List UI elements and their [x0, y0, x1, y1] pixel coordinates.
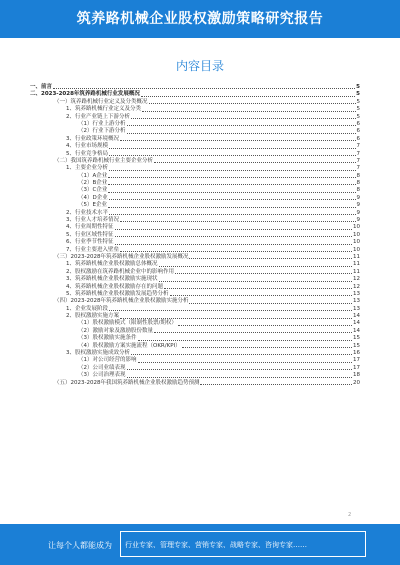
toc-entry-label: 2、股权激励在筑养路机械企业中的影响作用 — [66, 268, 175, 275]
toc-entry-page: 14 — [353, 313, 360, 320]
toc-leader-dots — [120, 251, 352, 252]
toc-leader-dots — [131, 354, 352, 355]
toc-entry-label: 4、筑养路机械企业股权激励存在的问题 — [66, 283, 164, 290]
footer-slogan-left: 让每个人都能成为 — [48, 541, 112, 550]
toc-entry-label: （3）公司治理表现 — [78, 372, 126, 379]
footer-slogan-right: 行业专家、管理专家、营销专家、战略专家、咨询专家…… — [125, 541, 307, 549]
toc-entry-label: （4）股权激励方案实施流程（OKR/KPI） — [78, 342, 181, 349]
toc-entry-page: 10 — [353, 231, 360, 238]
toc-entry-page: 14 — [353, 320, 360, 327]
toc-leader-dots — [108, 192, 355, 193]
toc-entry-label: （2）公司业绩表现 — [78, 364, 126, 371]
toc-entry-label: 5、行业区域性特征 — [66, 231, 114, 238]
toc-entry-page: 11 — [353, 261, 360, 268]
toc-entry-label: （二）我国筑养路机械行业主要企业分析 — [54, 157, 154, 164]
toc-entry-label: （1）股权激励模式（限制性股票/期权） — [78, 320, 177, 327]
toc-entry-page: 5 — [356, 113, 360, 120]
toc-leader-dots — [159, 281, 352, 282]
toc-entry-label: 6、行业季节性特征 — [66, 239, 114, 246]
toc-leader-dots — [170, 295, 352, 296]
toc-entry[interactable] — [30, 114, 360, 121]
toc-leader-dots — [127, 133, 356, 134]
toc-leader-dots — [120, 140, 356, 141]
toc-entry-label: （三）2023-2028年筑养路机械企业股权激励发展概况 — [54, 253, 189, 260]
toc-leader-dots — [164, 288, 352, 289]
toc-entry-page: 5 — [356, 91, 360, 98]
toc-entry-page: 5 — [356, 83, 360, 90]
toc-entry-label: （一）筑养路机械行业定义及分类概况 — [54, 98, 148, 105]
toc-entry-page: 11 — [353, 253, 360, 260]
toc-leader-dots — [53, 88, 355, 89]
toc-entry-label: 1、筑养路机械企业股权激励总体概况 — [66, 261, 158, 268]
toc-entry[interactable] — [30, 380, 360, 387]
toc-entry-page: 15 — [353, 335, 360, 342]
toc-entry-label: 4、行业市场规模 — [66, 143, 108, 150]
toc-entry-label: （四）2023-2028年筑养路机械企业股权激励实施分析 — [54, 298, 189, 305]
toc-entry-page: 5 — [356, 98, 360, 105]
toc-entry-label: （4）D企业 — [78, 194, 108, 201]
toc-entry-page: 10 — [353, 224, 360, 231]
toc-entry-page: 6 — [356, 128, 360, 135]
toc-entry-label: 1、筑养路机械行业定义及分类 — [66, 106, 142, 113]
toc-leader-dots — [138, 340, 352, 341]
toc-entry-label: 1、企业发展阶段 — [66, 305, 108, 312]
toc-entry[interactable] — [30, 343, 360, 350]
toc-entry[interactable] — [30, 173, 360, 180]
toc-entry-page: 11 — [353, 268, 360, 275]
toc-entry[interactable] — [30, 91, 360, 98]
toc-entry[interactable] — [30, 187, 360, 194]
toc-entry[interactable] — [30, 143, 360, 150]
toc-entry-page: 9 — [356, 202, 360, 209]
toc-entry-label: 5、筑养路机械企业股权激励发展趋势分析 — [66, 290, 169, 297]
toc-heading: 内容目录 — [175, 59, 224, 73]
toc-leader-dots — [154, 332, 352, 333]
toc-entry-page: 8 — [356, 180, 360, 187]
toc-entry-page: 17 — [353, 357, 360, 364]
toc-leader-dots — [115, 244, 353, 245]
toc-entry-label: （五）2023-2028年我国筑养路机械企业股权激励趋势预测 — [54, 379, 200, 386]
toc-entry-label: （2）激励对象及激励股份数量 — [78, 327, 154, 334]
toc-entry-page: 9 — [356, 194, 360, 201]
toc-leader-dots — [127, 369, 353, 370]
toc-entry-label: （5）E企业 — [78, 202, 107, 209]
toc-entry-label: （3）C企业 — [78, 187, 108, 194]
toc-entry-page: 8 — [356, 187, 360, 194]
table-of-contents — [30, 84, 360, 387]
toc-entry[interactable] — [30, 202, 360, 209]
toc-leader-dots — [108, 177, 355, 178]
toc-leader-dots — [178, 325, 352, 326]
toc-entry-label: （1）对公司经营的影响 — [78, 357, 137, 364]
toc-leader-dots — [154, 162, 355, 163]
toc-entry[interactable] — [30, 321, 360, 328]
toc-entry-label: 3、股权激励实施成效分析 — [66, 350, 131, 357]
toc-entry[interactable] — [30, 165, 360, 172]
toc-leader-dots — [120, 318, 352, 319]
toc-entry-label: （2）行业下游分析 — [78, 128, 126, 135]
toc-leader-dots — [109, 155, 356, 156]
toc-entry[interactable] — [30, 210, 360, 217]
toc-entry-page: 8 — [356, 172, 360, 179]
toc-entry-page: 6 — [356, 120, 360, 127]
toc-entry-label: 1、主要企业分析 — [66, 165, 108, 172]
toc-leader-dots — [109, 310, 352, 311]
toc-leader-dots — [149, 103, 356, 104]
toc-entry-label: 3、筑养路机械企业股权激励实施现状 — [66, 276, 158, 283]
toc-leader-dots — [182, 347, 352, 348]
toc-entry-page: 10 — [353, 239, 360, 246]
toc-leader-dots — [138, 362, 352, 363]
toc-leader-dots — [175, 273, 352, 274]
toc-entry-page: 9 — [356, 209, 360, 216]
toc-leader-dots — [127, 377, 353, 378]
toc-leader-dots — [120, 221, 356, 222]
toc-entry[interactable] — [30, 372, 360, 379]
toc-entry-label: 7、行业主要进入壁垒 — [66, 246, 119, 253]
toc-entry-page: 13 — [353, 298, 360, 305]
toc-entry-page: 6 — [356, 135, 360, 142]
toc-leader-dots — [200, 384, 352, 385]
toc-entry[interactable] — [30, 151, 360, 158]
toc-entry-label: 5、行业竞争格局 — [66, 150, 108, 157]
toc-entry-page: 9 — [356, 217, 360, 224]
toc-leader-dots — [141, 96, 355, 97]
toc-leader-dots — [159, 266, 352, 267]
toc-entry[interactable] — [30, 128, 360, 135]
toc-leader-dots — [131, 118, 355, 119]
toc-entry-page: 12 — [353, 276, 360, 283]
toc-entry-label: （3）股权激励实施条件 — [78, 335, 137, 342]
toc-leader-dots — [109, 148, 356, 149]
toc-entry-page: 7 — [356, 150, 360, 157]
toc-entry-page: 10 — [353, 246, 360, 253]
toc-entry-page: 16 — [353, 350, 360, 357]
toc-entry-page: 5 — [356, 106, 360, 113]
toc-entry-label: 2、行业产业链上下游分析 — [66, 113, 131, 120]
toc-entry-page: 17 — [353, 364, 360, 371]
toc-leader-dots — [115, 236, 353, 237]
toc-entry[interactable] — [30, 261, 360, 268]
toc-entry-page: 13 — [353, 305, 360, 312]
toc-entry-page: 7 — [356, 157, 360, 164]
toc-entry-label: 3、行业政策环境概况 — [66, 135, 119, 142]
toc-entry-label: 一、前言 — [30, 83, 53, 90]
toc-leader-dots — [109, 214, 356, 215]
toc-entry[interactable] — [30, 335, 360, 342]
toc-entry-label: （1）行业上游分析 — [78, 120, 126, 127]
toc-entry-label: （2）B企业 — [78, 180, 108, 187]
toc-entry-page: 7 — [356, 165, 360, 172]
toc-entry[interactable] — [30, 298, 360, 305]
toc-entry[interactable] — [30, 357, 360, 364]
toc-leader-dots — [115, 229, 353, 230]
toc-entry[interactable] — [30, 247, 360, 254]
toc-leader-dots — [109, 170, 356, 171]
toc-entry-label: 二、2023-2028年筑养路机械行业发展概况 — [30, 91, 140, 98]
toc-entry-label: 2、股权激励实施方案 — [66, 313, 119, 320]
toc-entry-label: 3、行业人才培养情况 — [66, 217, 119, 224]
toc-leader-dots — [109, 199, 356, 200]
toc-entry[interactable] — [30, 306, 360, 313]
toc-entry-page: 20 — [353, 379, 360, 386]
toc-leader-dots — [189, 258, 352, 259]
toc-entry[interactable] — [30, 224, 360, 231]
report-title: 筑养路机械企业股权激励策略研究报告 — [76, 11, 324, 27]
toc-leader-dots — [108, 207, 356, 208]
toc-entry-page: 7 — [356, 143, 360, 150]
toc-entry[interactable] — [30, 284, 360, 291]
toc-entry-page: 12 — [353, 283, 360, 290]
toc-entry-page: 13 — [353, 290, 360, 297]
toc-leader-dots — [142, 111, 355, 112]
toc-entry-page: 15 — [353, 342, 360, 349]
toc-entry[interactable] — [30, 276, 360, 283]
toc-entry[interactable] — [30, 239, 360, 246]
toc-entry-label: 2、行业技术水平 — [66, 209, 108, 216]
toc-entry-label: （1）A企业 — [78, 172, 108, 179]
toc-entry[interactable] — [30, 106, 360, 113]
page-marker: 2 — [348, 512, 352, 518]
toc-leader-dots — [189, 303, 352, 304]
toc-entry-page: 18 — [353, 372, 360, 379]
toc-leader-dots — [127, 125, 356, 126]
toc-entry-page: 14 — [353, 327, 360, 334]
toc-entry-label: 4、行业周期性特征 — [66, 224, 114, 231]
toc-leader-dots — [108, 184, 355, 185]
